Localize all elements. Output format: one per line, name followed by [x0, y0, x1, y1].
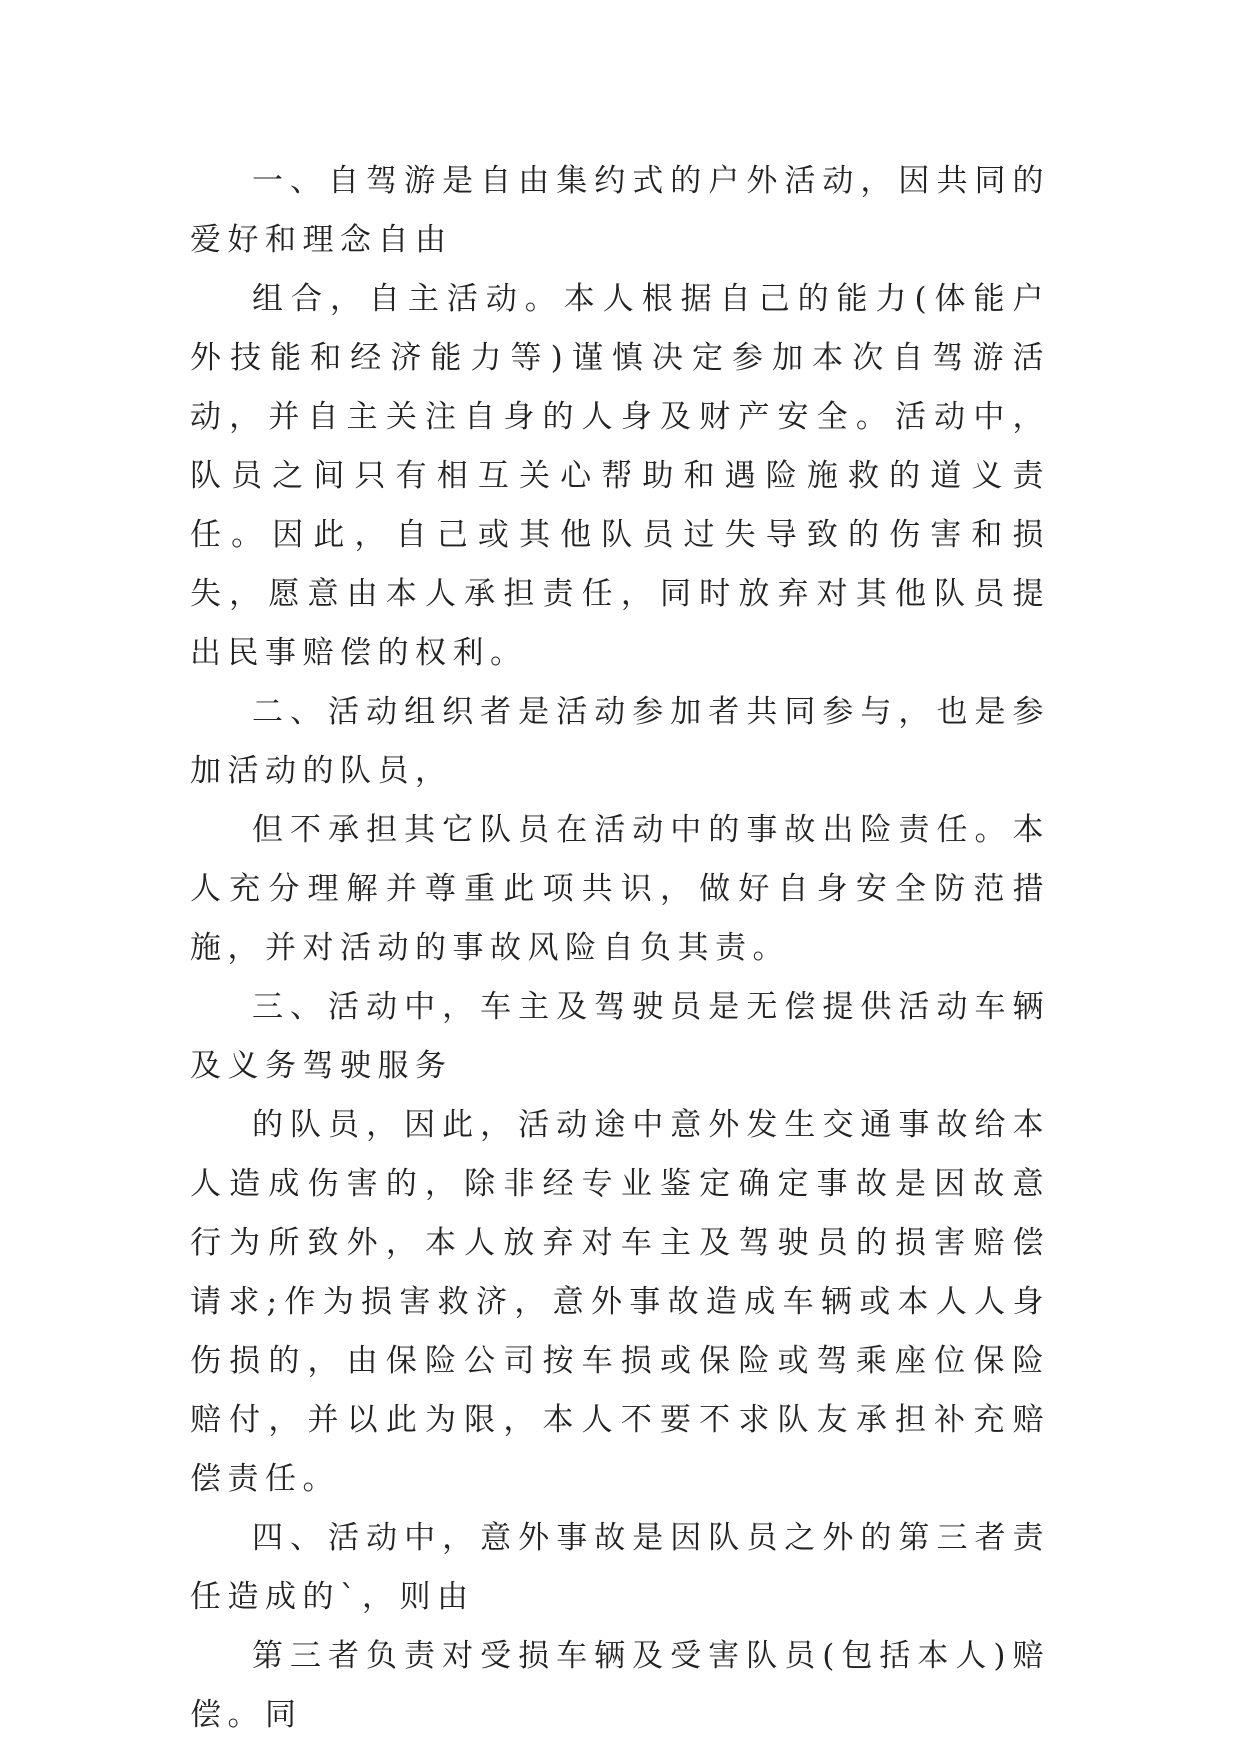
paragraph-clause-2-body: 但不承担其它队员在活动中的事故出险责任。本人充分理解并尊重此项共识，做好自身安全防范措施，并对活动的事故风险自负其责。 — [190, 812, 1050, 966]
paragraph-clause-4-heading: 四、活动中，意外事故是因队员之外的第三者责任造成的`，则由 — [190, 1520, 1050, 1615]
document-body — [190, 152, 1050, 1745]
paragraph-clause-1-body: 组合，自主活动。本人根据自己的能力(体能户外技能和经济能力等)谨慎决定参加本次自驾游活动，并自主关注自身的人身及财产安全。活动中，队员之间只有相互关心帮助和遇险施救的道义责任。因此，自己或其他队员过失导致的伤害和损失，愿意由本人承担责任，同时放弃对其他队员提出民事赔偿的权利。 — [190, 281, 1050, 671]
paragraph-clause-3-body: 的队员，因此，活动途中意外发生交通事故给本人造成伤害的，除非经专业鉴定确定事故是因故意行为所致外，本人放弃对车主及驾驶员的损害赔偿请求;作为损害救济，意外事故造成车辆或本人人身伤损的，由保险公司按车损或保险或驾乘座位保险赔付，并以此为限，本人不要不求队友承担补充赔偿责任。 — [190, 1107, 1050, 1497]
paragraph-clause-2-heading: 二、活动组织者是活动参加者共同参与，也是参加活动的队员， — [190, 694, 1050, 789]
paragraph-clause-3-heading: 三、活动中，车主及驾驶员是无偿提供活动车辆及义务驾驶服务 — [190, 989, 1050, 1084]
paragraph-clause-4-body: 第三者负责对受损车辆及受害队员(包括本人)赔偿。同 — [190, 1638, 1050, 1733]
paragraph-clause-1-heading: 一、自驾游是自由集约式的户外活动，因共同的爱好和理念自由 — [190, 163, 1050, 258]
